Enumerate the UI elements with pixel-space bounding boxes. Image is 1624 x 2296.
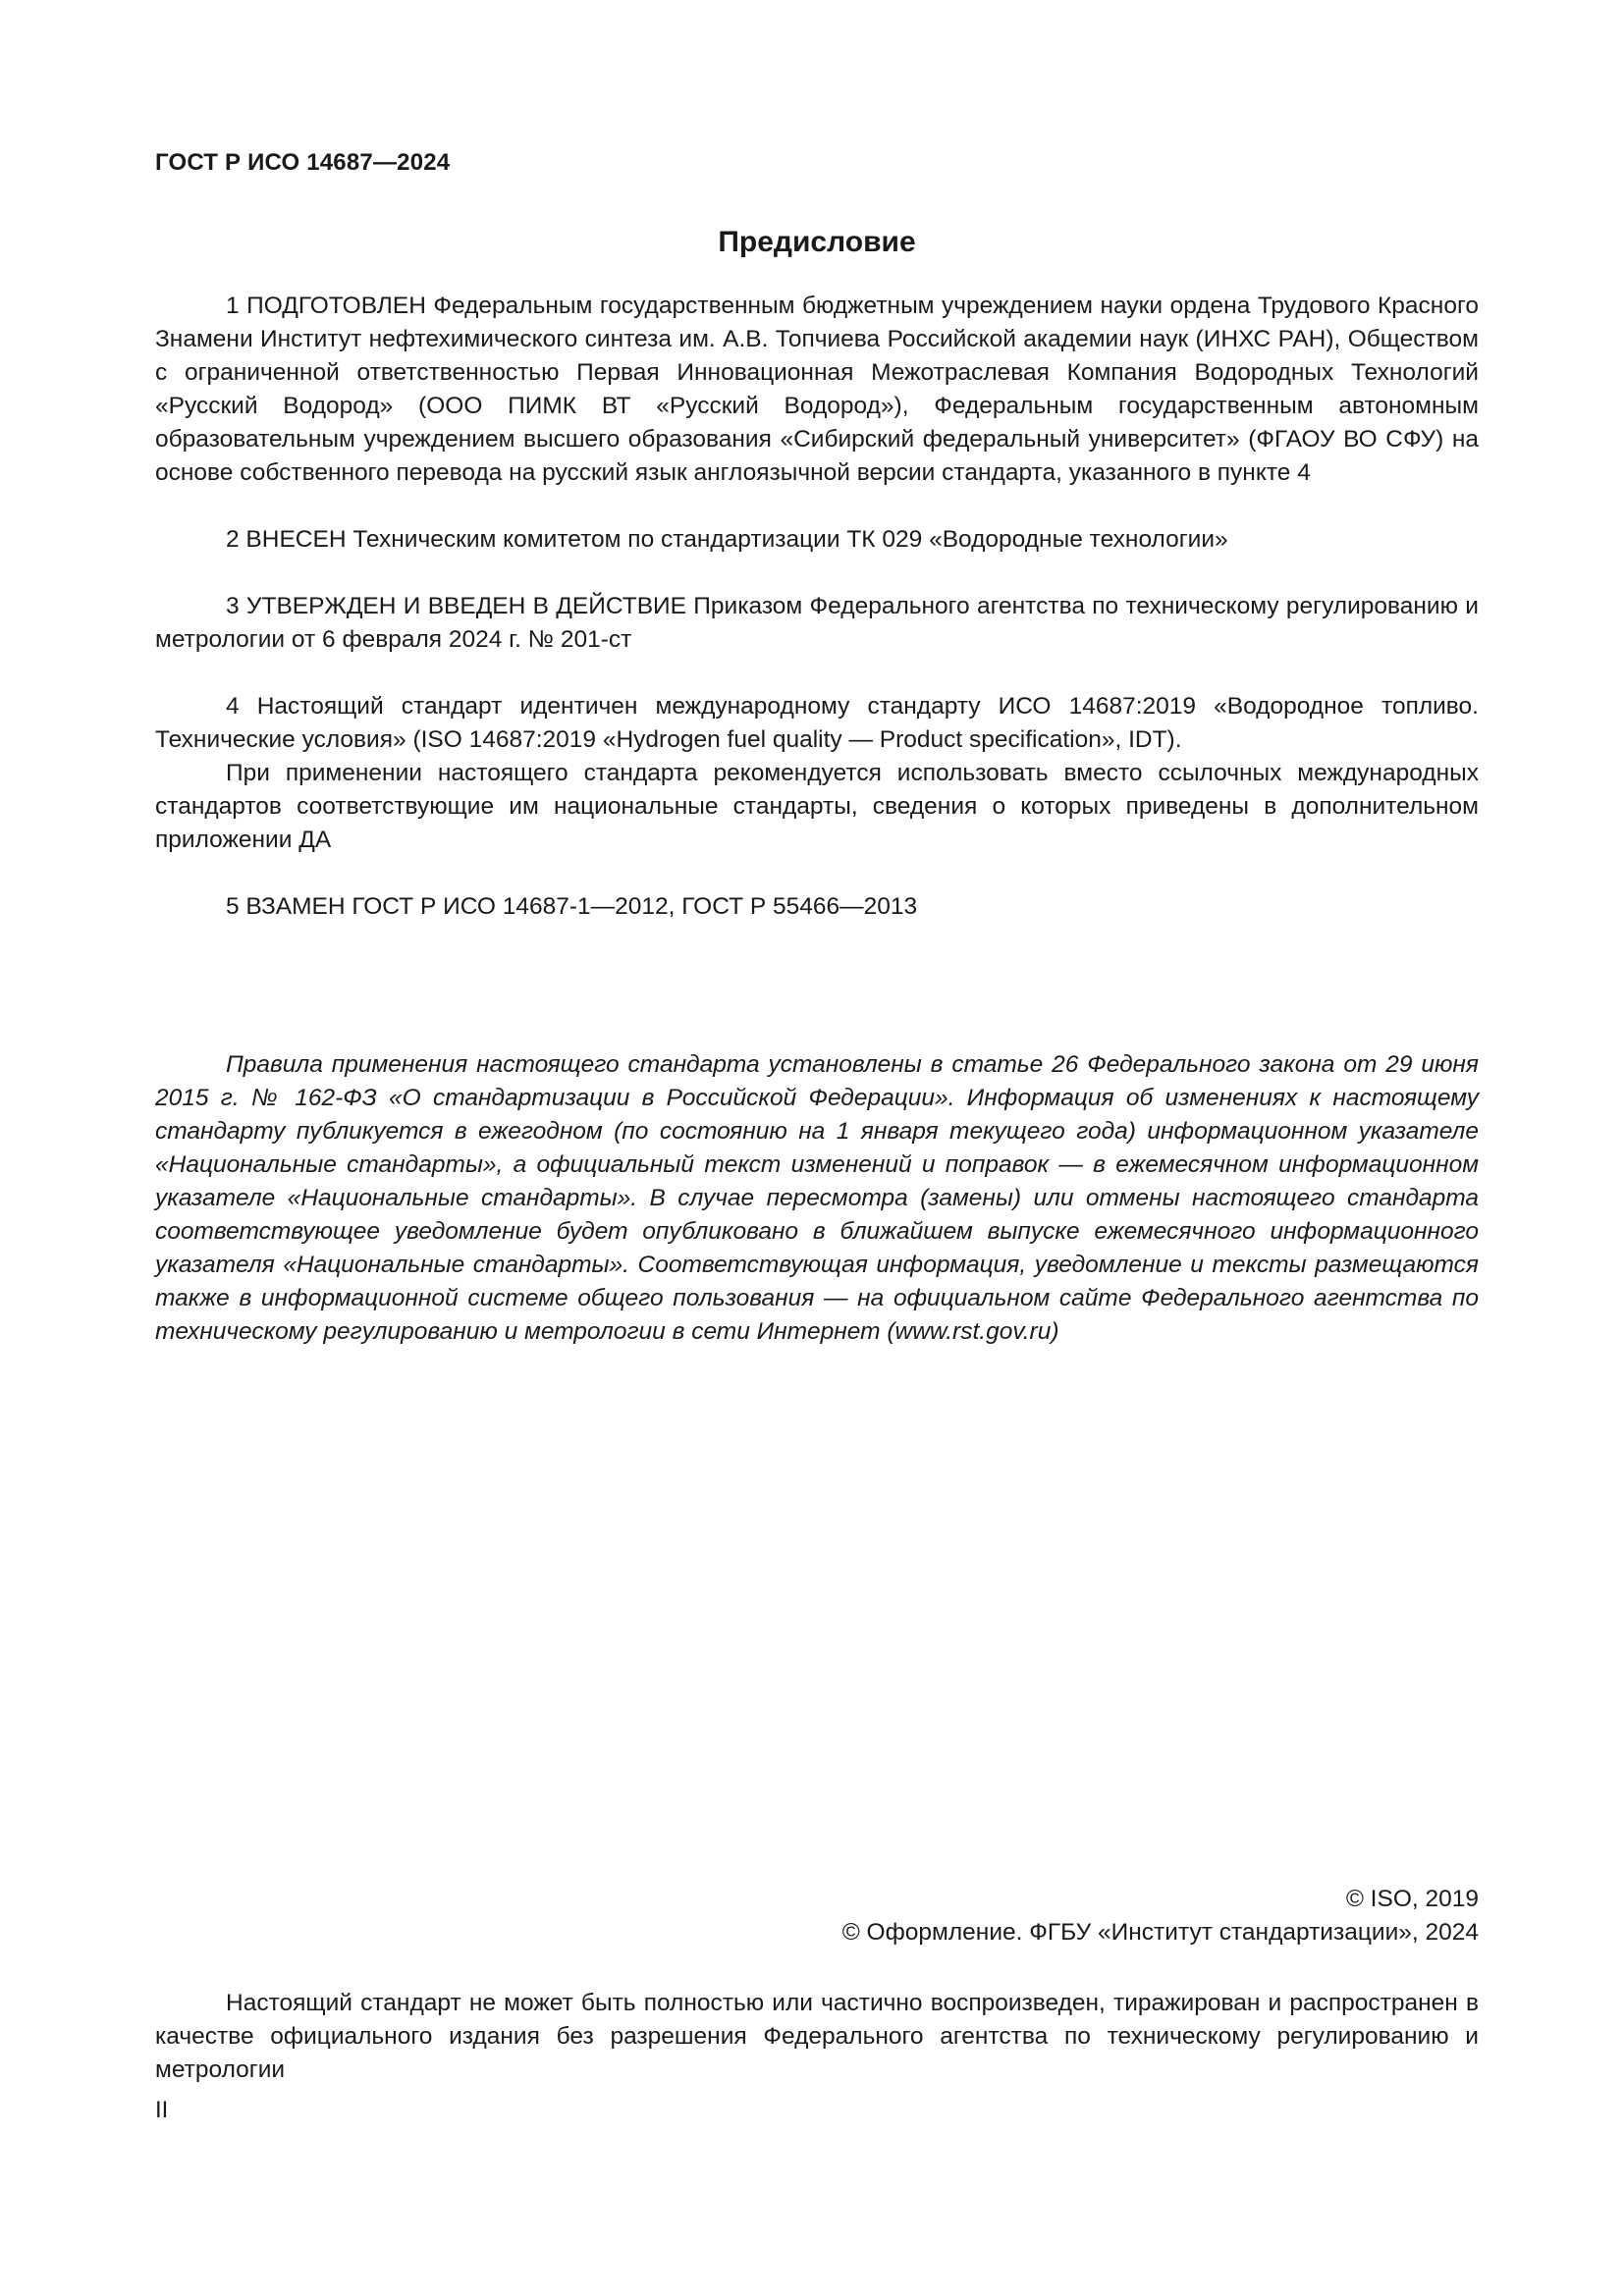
copyright-design: © Оформление. ФГБУ «Институт стандартизации», 2024 <box>841 1919 1479 1946</box>
rules-notice: Правила применения настоящего стандарта установлены в статье 26 Федерального закона от 29 июня 2015 г. № 162-ФЗ «О стандартизации в Российской Федерации». Информация об изменениях к настоящему стандарту публикуется в ежегодном (по состоянию на 1 января текущего года) информационном указателе «Национальные стандарты», а официальный текст изменений и поправок — в ежемесячном информационном указателе «Национальные стандарты». В случае пересмотра (замены) или отмены настоящего стандарта соответствующее уведомление будет опубликовано в ближайшем выпуске ежемесячного информационного указателя «Национальные стандарты». Соответствующая информация, уведомление и тексты размещаются также в информационной системе общего пользования — на официальном сайте Федерального агентства по техническому регулированию и метрологии в сети Интернет (www.rst.gov.ru) <box>155 1051 1479 1345</box>
copyright-iso: © ISO, 2019 <box>1345 1886 1479 1912</box>
foreword-body <box>155 290 1479 924</box>
paragraph-introduced: 2 ВНЕСЕН Техническим комитетом по стандартизации ТК 029 «Водородные технологии» <box>226 526 1228 553</box>
paragraph-prepared: 1 ПОДГОТОВЛЕН Федеральным государственным бюджетным учреждением науки ордена Трудового Красного Знамени Институт нефтехимического синтеза им. А.В. Топчиева Российской академии наук (ИНХС РАН), Обществом с ограниченной ответственностью Первая Инновационная Межотраслевая Компания Водородных Технологий «Русский Водород» (ООО ПИМК ВТ «Русский Водород»), Федеральным государственным автономным образовательным учреждением высшего образования «Сибирский федеральный университет» (ФГАОУ ВО СФУ) на основе собственного перевода на русский язык англоязычной версии стандарта, указанного в пункте 4 <box>155 293 1479 486</box>
page-number: II <box>155 2097 169 2123</box>
reproduction-notice: Настоящий стандарт не может быть полностью или частично воспроизведен, тиражирован и распространен в качестве официального издания без разрешения Федерального агентства по техническому регулированию и метрологии <box>155 1990 1479 2083</box>
paragraph-identical: 4 Настоящий стандарт идентичен международному стандарту ИСО 14687:2019 «Водородное топливо. Технические условия» (ISO 14687:2019 «Hydrogen fuel quality — Product specification», IDT). <box>155 693 1479 753</box>
copyright-block <box>842 1883 1479 1949</box>
paragraph-approved: 3 УТВЕРЖДЕН И ВВЕДЕН В ДЕЙСТВИЕ Приказом Федерального агентства по техническому регулированию и метрологии от 6 февраля 2024 г. № 201-ст <box>155 593 1479 653</box>
paragraph-replaces: 5 ВЗАМЕН ГОСТ Р ИСО 14687-1—2012, ГОСТ Р 55466—2013 <box>226 893 918 920</box>
page-title: Предисловие <box>718 226 916 258</box>
paragraph-national-standards: При применении настоящего стандарта рекомендуется использовать вместо ссылочных международных стандартов соответствующие им национальные стандарты, сведения о которых приведены в дополнительном приложении ДА <box>155 760 1479 853</box>
document-code: ГОСТ Р ИСО 14687—2024 <box>155 149 451 176</box>
